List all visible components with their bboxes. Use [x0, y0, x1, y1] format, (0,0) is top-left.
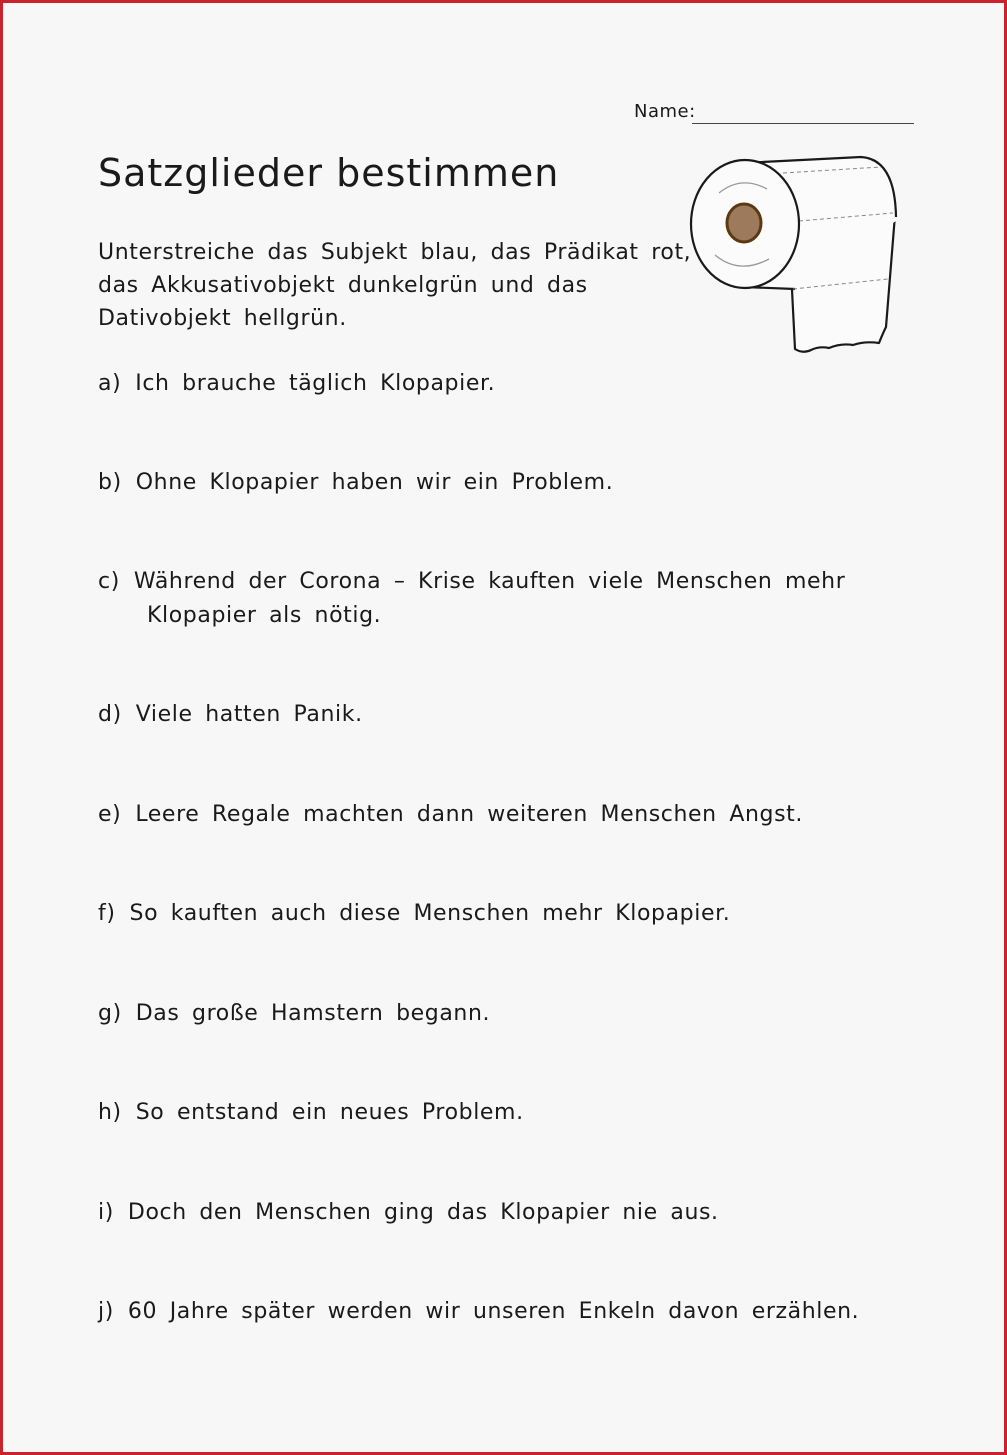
- task-sentence: Ich brauche täglich Klopapier.: [135, 371, 496, 396]
- task-letter: c): [98, 569, 120, 594]
- task-letter: f): [98, 901, 116, 926]
- task-j: [98, 1295, 859, 1329]
- task-f: [98, 897, 730, 931]
- task-letter: d): [98, 702, 122, 727]
- task-sentence: 60 Jahre später werden wir unseren Enkeln davon erzählen.: [127, 1299, 860, 1324]
- task-sentence-continued: Klopapier als nötig.: [147, 603, 382, 628]
- task-sentence: Ohne Klopapier haben wir ein Problem.: [135, 470, 614, 495]
- task-letter: h): [98, 1100, 122, 1125]
- task-i: [98, 1196, 719, 1230]
- name-label: Name:: [634, 101, 696, 122]
- task-b: [98, 466, 613, 500]
- instruction-text: [98, 236, 698, 335]
- task-d: [98, 698, 363, 732]
- task-letter: a): [98, 371, 122, 396]
- page-title: Satzglieder bestimmen: [98, 151, 560, 195]
- task-letter: j): [98, 1299, 114, 1324]
- task-g: [98, 997, 490, 1031]
- name-write-line[interactable]: [692, 123, 914, 124]
- name-field: [634, 101, 919, 127]
- task-c: [98, 565, 845, 633]
- roll-core: [727, 204, 761, 242]
- task-h: [98, 1096, 524, 1130]
- task-letter: i): [98, 1200, 114, 1225]
- task-letter: b): [98, 470, 122, 495]
- task-sentence: So entstand ein neues Problem.: [135, 1100, 524, 1125]
- toilet-paper-roll-icon: [683, 151, 908, 361]
- task-sentence: Leere Regale machten dann weiteren Menschen Angst.: [135, 802, 803, 827]
- task-a: [98, 367, 495, 401]
- task-sentence: Doch den Menschen ging das Klopapier nie aus.: [127, 1200, 719, 1225]
- task-e: [98, 798, 803, 832]
- task-sentence: So kauften auch diese Menschen mehr Klopapier.: [129, 901, 731, 926]
- task-sentence: Viele hatten Panik.: [135, 702, 363, 727]
- instruction-line-1: Unterstreiche das Subjekt blau, das Prädikat rot,: [98, 240, 692, 265]
- task-letter: g): [98, 1001, 122, 1026]
- task-sentence: Das große Hamstern begann.: [135, 1001, 491, 1026]
- instruction-line-3: Dativobjekt hellgrün.: [98, 306, 347, 331]
- task-sentence: Während der Corona – Krise kauften viele Menschen mehr: [133, 569, 846, 594]
- instruction-line-2: das Akkusativobjekt dunkelgrün und das: [98, 273, 588, 298]
- task-letter: e): [98, 802, 122, 827]
